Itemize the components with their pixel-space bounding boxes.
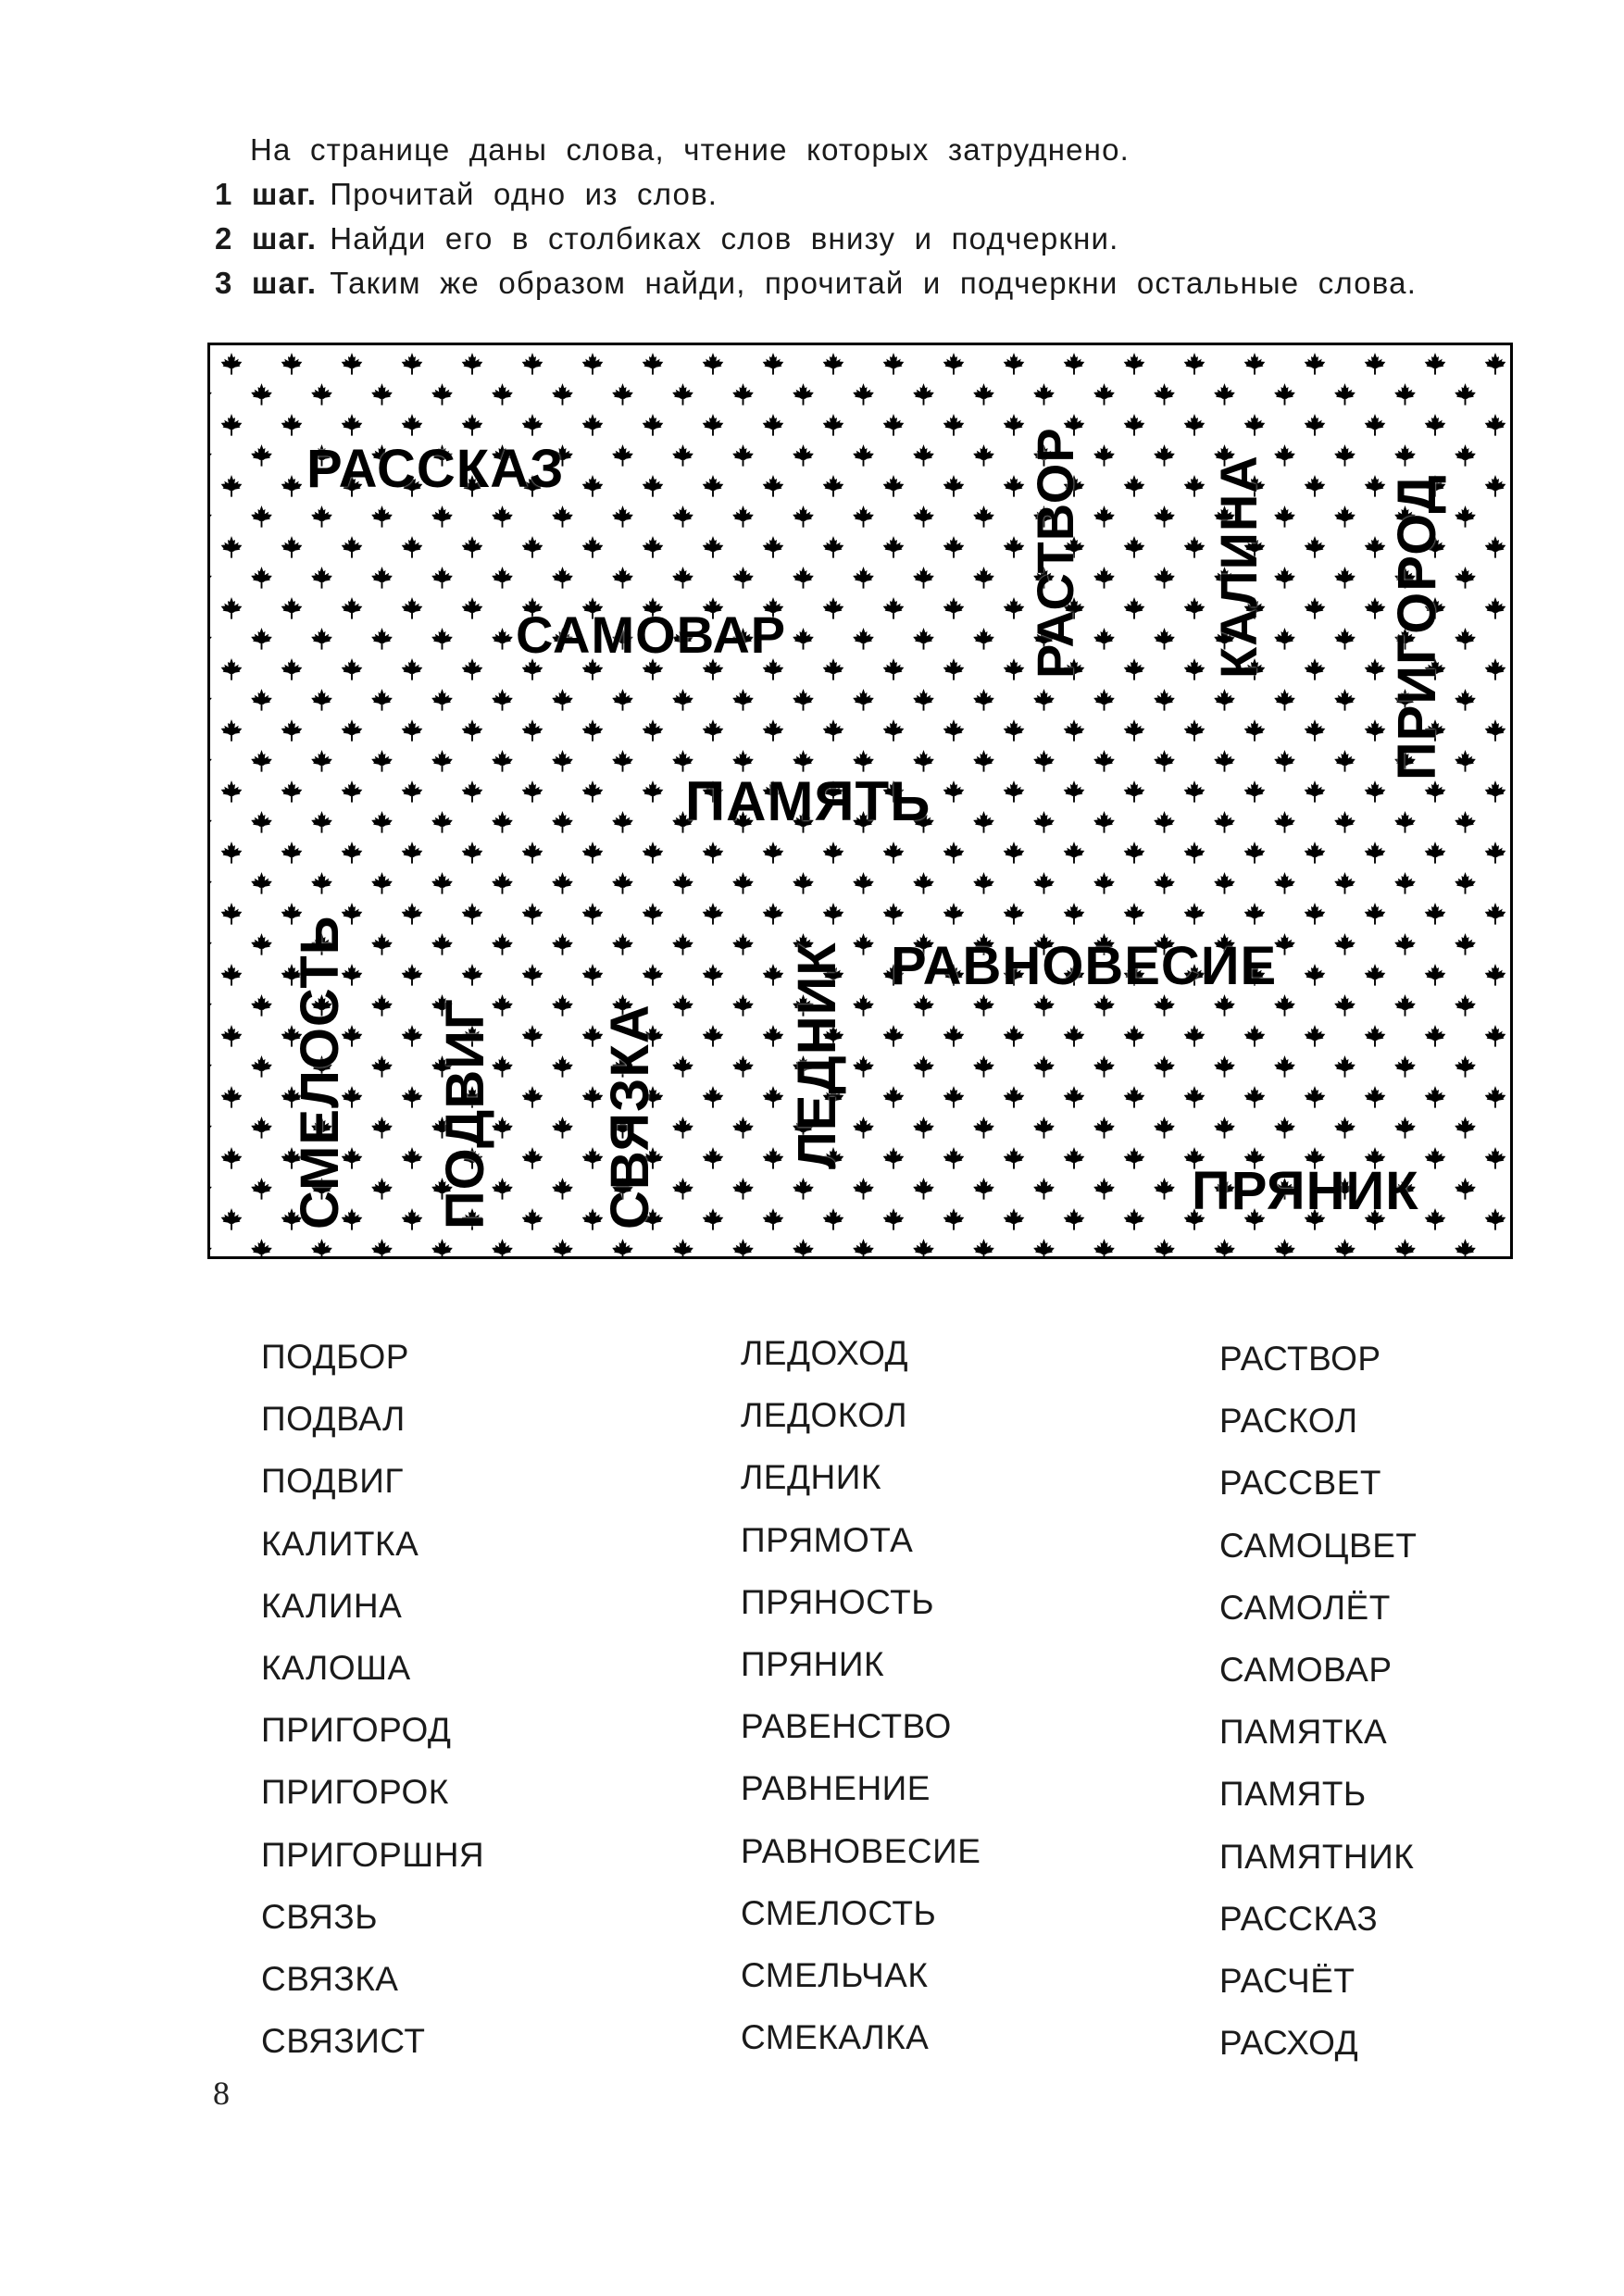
list-item[interactable]: ПРЯНИК (741, 1644, 885, 1683)
list-item[interactable]: ПРИГОРОД (261, 1711, 452, 1750)
list-item[interactable]: КАЛИНА (261, 1586, 403, 1625)
list-item[interactable]: РАССВЕТ (1219, 1464, 1381, 1503)
list-item[interactable]: ЛЕДНИК (741, 1458, 881, 1497)
list-item[interactable]: СВЯЗИСТ (261, 2022, 426, 2061)
step-text: Прочитай одно из слов. (330, 177, 718, 211)
hidden-word-rastvor: РАСТВОР (1026, 427, 1084, 679)
list-item[interactable]: РАСТВОР (1219, 1340, 1381, 1378)
word-column-2 (741, 1322, 981, 2068)
list-item[interactable]: ПРИГОРОК (261, 1773, 449, 1812)
list-item[interactable]: ПОДБОР (261, 1338, 409, 1376)
word-column-1 (261, 1326, 484, 2072)
instructions-intro: На странице даны слова, чтение которых затруднено. (250, 132, 1131, 167)
hidden-word-podvig: ПОДВИГ (435, 998, 495, 1229)
list-item[interactable]: САМОВАР (1219, 1650, 1393, 1689)
list-item[interactable]: ПРИГОРШНЯ (261, 1835, 485, 1874)
step-label: 3 шаг. (215, 266, 318, 300)
page-number: 8 (213, 2075, 230, 2112)
list-item[interactable]: РАВЕНСТВО (741, 1707, 952, 1746)
instructions (215, 128, 1530, 306)
list-item[interactable]: КАЛОША (261, 1648, 411, 1687)
list-item[interactable]: СМЕКАЛКА (741, 2018, 930, 2057)
hidden-word-ravnovesie: РАВНОВЕСИЕ (891, 936, 1278, 996)
hidden-word-pamyat: ПАМЯТЬ (685, 770, 931, 832)
hidden-word-pryanik: ПРЯНИК (1192, 1161, 1419, 1221)
hidden-word-lednik: ЛЕДНИК (787, 942, 847, 1169)
instruction-step-3 (215, 261, 1530, 306)
step-label: 1 шаг. (215, 177, 318, 211)
step-label: 2 шаг. (215, 221, 318, 256)
list-item[interactable]: САМОЦВЕТ (1219, 1526, 1418, 1565)
puzzle-box (207, 343, 1513, 1259)
list-item[interactable]: РАСХОД (1219, 2024, 1359, 2063)
word-column-3 (1219, 1328, 1418, 2074)
list-item[interactable]: САМОЛЁТ (1219, 1588, 1391, 1627)
step-text: Таким же образом найди, прочитай и подчеркни остальные слова. (330, 266, 1418, 300)
list-item[interactable]: КАЛИТКА (261, 1524, 419, 1563)
list-item[interactable]: ЛЕДОХОД (741, 1334, 909, 1372)
list-item[interactable]: СМЕЛОСТЬ (741, 1893, 937, 1932)
list-item[interactable]: СВЯЗЬ (261, 1897, 379, 1936)
hidden-word-kalina: КАЛИНА (1209, 455, 1268, 679)
list-item[interactable]: СВЯЗКА (261, 1959, 399, 1998)
list-item[interactable]: РАВНЕНИЕ (741, 1769, 931, 1808)
list-item[interactable]: РАСЧЁТ (1219, 1961, 1355, 2000)
list-item[interactable]: ПРЯНОСТЬ (741, 1582, 935, 1621)
list-item[interactable]: ЛЕДОКОЛ (741, 1396, 908, 1435)
list-item[interactable]: РАСКОЛ (1219, 1402, 1358, 1441)
list-item[interactable]: ПОДВИГ (261, 1462, 404, 1501)
list-item[interactable]: ПАМЯТНИК (1219, 1837, 1415, 1876)
list-item[interactable]: РАССКАЗ (1219, 1899, 1379, 1938)
step-text: Найди его в столбиках слов внизу и подчеркни. (330, 221, 1119, 256)
hidden-word-smelost: СМЕЛОСТЬ (290, 915, 350, 1229)
hidden-word-prigorod: ПРИГОРОД (1387, 474, 1447, 780)
instruction-step-1 (215, 172, 1530, 217)
list-item[interactable]: ПАМЯТЬ (1219, 1775, 1367, 1814)
list-item[interactable]: РАВНОВЕСИЕ (741, 1831, 981, 1870)
list-item[interactable]: ПАМЯТКА (1219, 1713, 1388, 1752)
list-item[interactable]: ПРЯМОТА (741, 1520, 914, 1559)
list-item[interactable]: СМЕЛЬЧАК (741, 1955, 929, 1994)
list-item[interactable]: ПОДВАЛ (261, 1400, 406, 1439)
hidden-word-rasskaz: РАССКАЗ (306, 439, 565, 499)
hidden-word-samovar: САМОВАР (516, 605, 787, 664)
hidden-word-svyazka: СВЯЗКА (600, 1004, 660, 1229)
instruction-step-2 (215, 217, 1530, 261)
